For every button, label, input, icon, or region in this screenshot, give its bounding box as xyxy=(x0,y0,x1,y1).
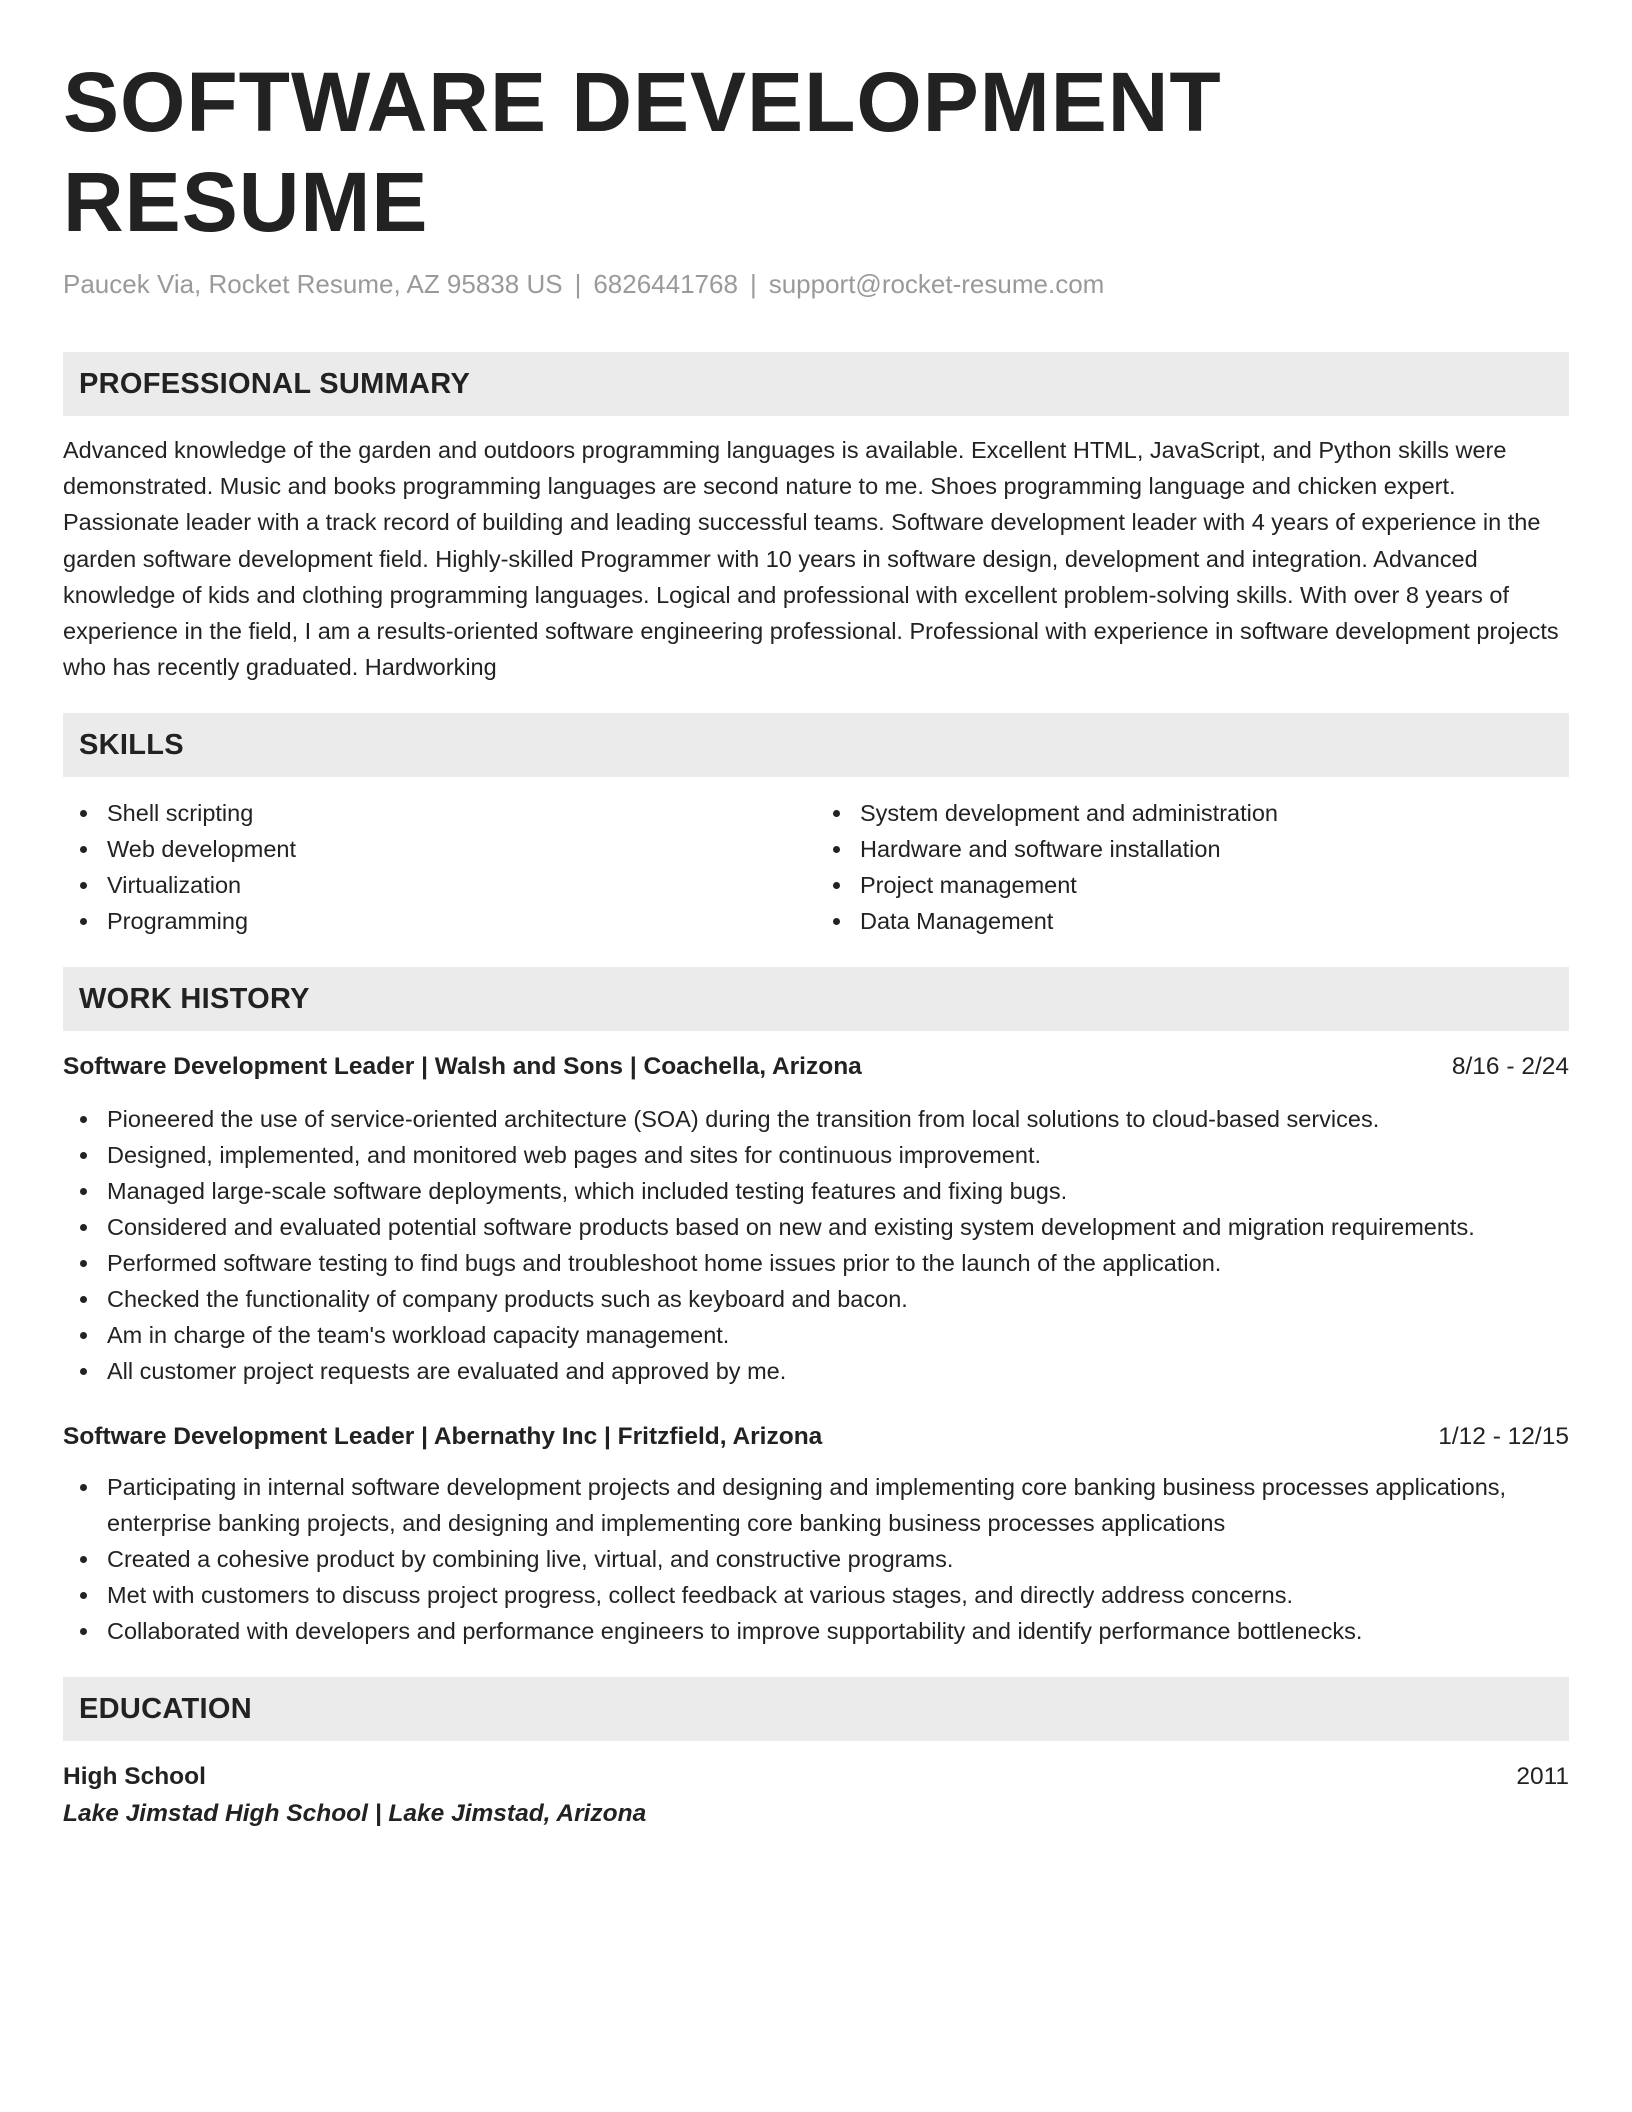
work-history-heading: WORK HISTORY xyxy=(63,967,1569,1031)
education-year: 2011 xyxy=(1516,1763,1569,1791)
job-bullet: Checked the functionality of company products such as keyboard and bacon. xyxy=(63,1281,1569,1317)
job-bullet: All customer project requests are evaluated and approved by me. xyxy=(63,1353,1569,1389)
job-header xyxy=(63,1049,1569,1085)
job-bullet: Pioneered the use of service-oriented architecture (SOA) during the transition from local solutions to cloud-based services. xyxy=(63,1101,1569,1137)
skill-item: Project management xyxy=(816,867,1569,903)
job-bullets xyxy=(63,1101,1569,1389)
skill-item: Hardware and software installation xyxy=(816,831,1569,867)
skills-heading: SKILLS xyxy=(63,713,1569,777)
contact-separator: | xyxy=(574,269,582,299)
job-entry xyxy=(63,1049,1569,1389)
contact-phone: 6826441768 xyxy=(593,269,738,299)
education-school: Lake Jimstad High School | Lake Jimstad, Arizona xyxy=(63,1800,647,1828)
job-bullet: Am in charge of the team's workload capacity management. xyxy=(63,1317,1569,1353)
job-bullet: Created a cohesive product by combining live, virtual, and constructive programs. xyxy=(63,1541,1569,1577)
job-dates: 1/12 - 12/15 xyxy=(1438,1423,1569,1451)
skills-column-left xyxy=(63,795,816,939)
job-bullet: Collaborated with developers and performance engineers to improve supportability and identify performance bottlenecks. xyxy=(63,1613,1569,1649)
job-dates: 8/16 - 2/24 xyxy=(1451,1053,1569,1081)
skills-column-right xyxy=(816,795,1569,939)
summary-text: Advanced knowledge of the garden and outdoors programming languages is available. Excellent HTML, JavaScript, and Python skills were demonstrated. Music and books programming languages are second nature to me. Shoes programming language and chicken expert. Passionate leader with a track record of building and leading successful teams. Software development leader with 4 years of experience in the garden software development field. Highly-skilled Programmer with 10 years in software design, development and integration. Advanced knowledge of kids and clothing programming languages. Logical and professional with excellent problem-solving skills. With over 8 years of experience in the field, I am a results-oriented software engineering professional. Professional with experience in software development projects who has recently graduated. Hardworking xyxy=(63,437,1559,681)
contact-address: Paucek Via, Rocket Resume, AZ 95838 US xyxy=(63,269,563,299)
job-header xyxy=(63,1419,1569,1455)
job-bullet: Considered and evaluated potential software products based on new and existing system development and migration requirements. xyxy=(63,1209,1569,1245)
education-heading: EDUCATION xyxy=(63,1677,1569,1741)
job-bullet: Performed software testing to find bugs and troubleshoot home issues prior to the launch of the application. xyxy=(63,1245,1569,1281)
contact-separator: | xyxy=(749,269,757,299)
skill-item: Shell scripting xyxy=(63,795,816,831)
job-bullet: Met with customers to discuss project progress, collect feedback at various stages, and directly address concerns. xyxy=(63,1577,1569,1613)
skill-item: Programming xyxy=(63,903,816,939)
education-degree: High School xyxy=(63,1763,206,1791)
job-entry xyxy=(63,1419,1569,1649)
education-header xyxy=(63,1759,1569,1795)
job-bullet: Managed large-scale software deployments, which included testing features and fixing bugs. xyxy=(63,1173,1569,1209)
skill-item: Web development xyxy=(63,831,816,867)
skill-item: System development and administration xyxy=(816,795,1569,831)
job-bullets xyxy=(63,1469,1569,1649)
job-bullet: Participating in internal software development projects and designing and implementing core banking business processes applications, enterprise banking projects, and designing and implementing core banking business processes applications xyxy=(63,1469,1569,1541)
job-title: Software Development Leader | Walsh and Sons | Coachella, Arizona xyxy=(63,1053,862,1081)
job-title: Software Development Leader | Abernathy Inc | Fritzfield, Arizona xyxy=(63,1423,823,1451)
contact-line xyxy=(63,266,1569,302)
job-bullet: Designed, implemented, and monitored web pages and sites for continuous improvement. xyxy=(63,1137,1569,1173)
skill-item: Virtualization xyxy=(63,867,816,903)
summary-heading: PROFESSIONAL SUMMARY xyxy=(63,352,1569,416)
resume-title: SOFTWARE DEVELOPMENT RESUME xyxy=(63,55,1222,249)
skill-item: Data Management xyxy=(816,903,1569,939)
contact-email: support@rocket-resume.com xyxy=(768,269,1105,299)
skills-grid xyxy=(63,795,1569,939)
